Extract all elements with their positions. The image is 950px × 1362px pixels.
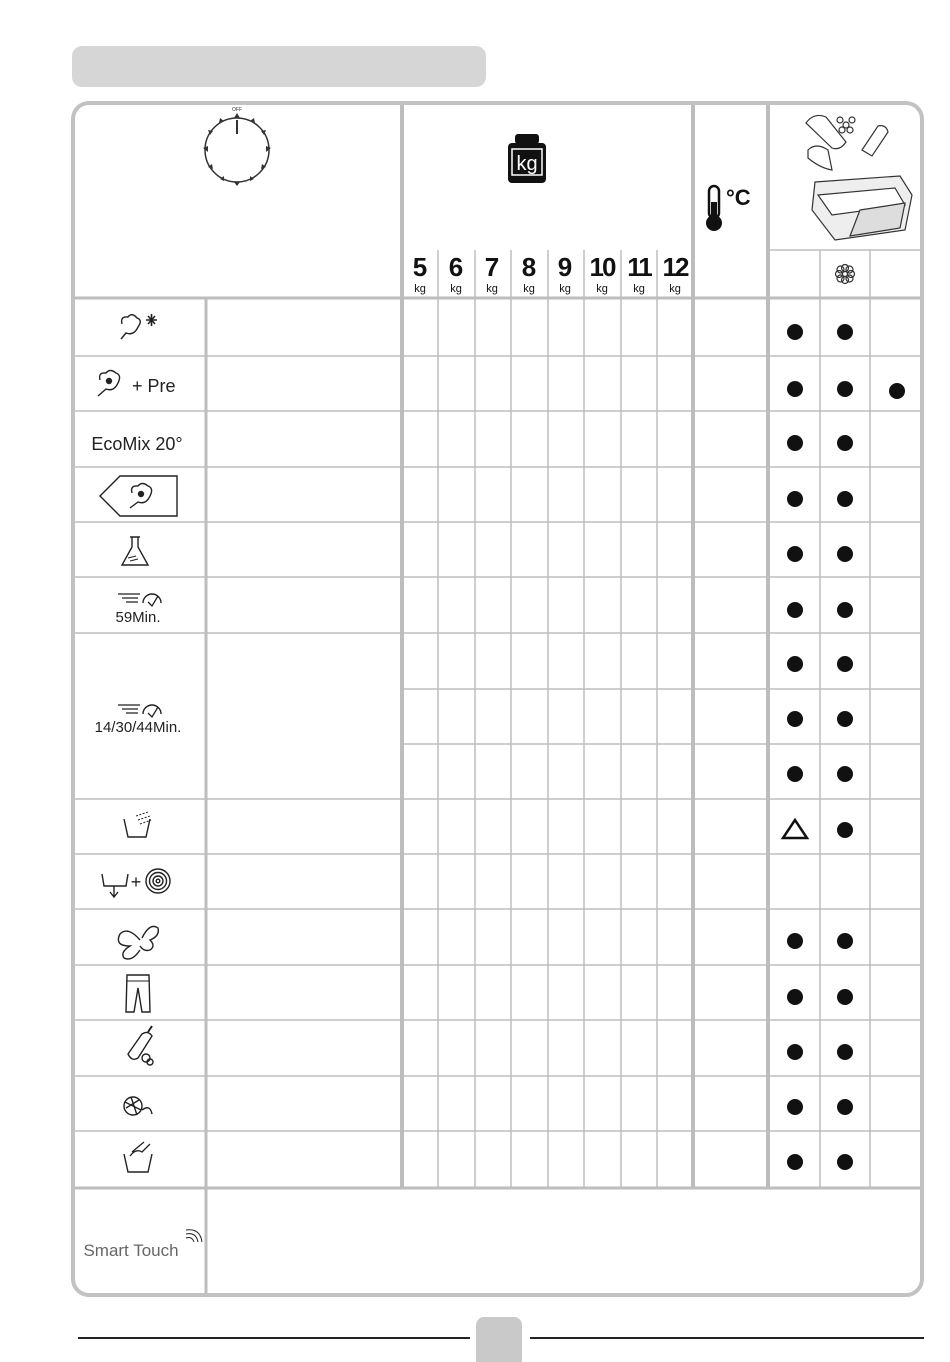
weight-6: 6 <box>448 252 464 282</box>
weight-11: 11 <box>627 252 651 282</box>
weight-columns <box>413 252 689 295</box>
rapid-clock-icon <box>118 594 161 606</box>
weight-8: 8 <box>521 252 537 282</box>
handwash-icon <box>124 1142 152 1172</box>
dispenser-dot <box>787 766 803 782</box>
cotton-eco-icon <box>100 476 177 516</box>
weight-5: 5 <box>412 252 428 282</box>
dispenser-dot <box>787 381 803 397</box>
weight-unit: kg <box>414 283 426 295</box>
cotton-icon <box>98 371 120 397</box>
dispenser-markers <box>783 324 905 1170</box>
dispenser-dot <box>787 435 803 451</box>
program-label-drain-plus: + <box>130 872 142 892</box>
dispenser-dot <box>837 435 853 451</box>
delicates-butterfly-icon <box>118 926 158 959</box>
dispenser-dot <box>787 1044 803 1060</box>
dispenser-dot <box>787 491 803 507</box>
wool-yarn-icon <box>124 1097 152 1115</box>
dispenser-dot <box>787 1099 803 1115</box>
weight-unit: kg <box>633 283 645 295</box>
dispenser-dot <box>787 656 803 672</box>
dispenser-dot <box>837 1044 853 1060</box>
spin-icon <box>146 869 170 893</box>
weight-7: 7 <box>484 252 500 282</box>
weight-12: 12 <box>662 252 688 282</box>
dispenser-dot <box>837 822 853 838</box>
dispenser-dot <box>837 491 853 507</box>
synthetics-flask-icon <box>122 537 148 565</box>
weight-unit: kg <box>559 283 571 295</box>
detergent-drawer-icon <box>806 115 912 240</box>
thermometer-icon <box>706 186 722 231</box>
weight-unit: kg <box>450 283 462 295</box>
dispenser-dot <box>837 711 853 727</box>
weight-10: 10 <box>589 252 615 282</box>
dispenser-dot <box>837 933 853 949</box>
dispenser-dot <box>787 711 803 727</box>
program-label-pre: + Pre <box>132 376 176 396</box>
drain-icon <box>102 874 128 897</box>
dispenser-dot <box>837 766 853 782</box>
dispenser-dot <box>787 546 803 562</box>
weight-unit: kg <box>596 283 608 295</box>
temperature-label: °C <box>726 185 751 210</box>
nfc-signal-icon <box>186 1230 202 1242</box>
weight-icon-text: kg <box>516 153 538 175</box>
program-label-14-30-44min: 14/30/44Min. <box>94 719 182 736</box>
dispenser-dot <box>837 546 853 562</box>
program-label-ecomix: EcoMix 20° <box>91 434 183 454</box>
dispenser-dot <box>837 1099 853 1115</box>
dispenser-dot <box>787 1154 803 1170</box>
weight-unit: kg <box>669 283 681 295</box>
baby-bottle-icon <box>128 1026 153 1065</box>
smart-touch-label: Smart Touch <box>83 1241 179 1260</box>
weight-unit: kg <box>523 283 535 295</box>
page-number-tab <box>476 1317 522 1362</box>
dispenser-dot <box>837 1154 853 1170</box>
rapid-clock-icon <box>118 705 161 717</box>
dispenser-dot <box>837 989 853 1005</box>
dispenser-dot <box>837 381 853 397</box>
mix-prewash-icon <box>121 314 157 339</box>
dispenser-dot <box>787 602 803 618</box>
dispenser-dot <box>837 602 853 618</box>
rinse-icon <box>124 812 151 837</box>
program-dial-icon <box>203 107 271 186</box>
weight-icon <box>508 134 546 183</box>
dispenser-dot <box>787 324 803 340</box>
dispenser-dot <box>837 656 853 672</box>
dial-off-label: OFF <box>232 107 242 113</box>
footer-rule-left <box>78 1337 470 1339</box>
softener-flower-icon <box>836 265 855 284</box>
footer-rule-right <box>530 1337 924 1339</box>
dispenser-dot <box>787 933 803 949</box>
dispenser-dot <box>787 989 803 1005</box>
dispenser-triangle <box>783 820 807 838</box>
dispenser-dot <box>837 324 853 340</box>
weight-unit: kg <box>486 283 498 295</box>
jeans-icon <box>126 975 150 1012</box>
weight-9: 9 <box>557 252 573 282</box>
dispenser-dot <box>889 383 905 399</box>
program-label-59min: 59Min. <box>115 609 161 626</box>
